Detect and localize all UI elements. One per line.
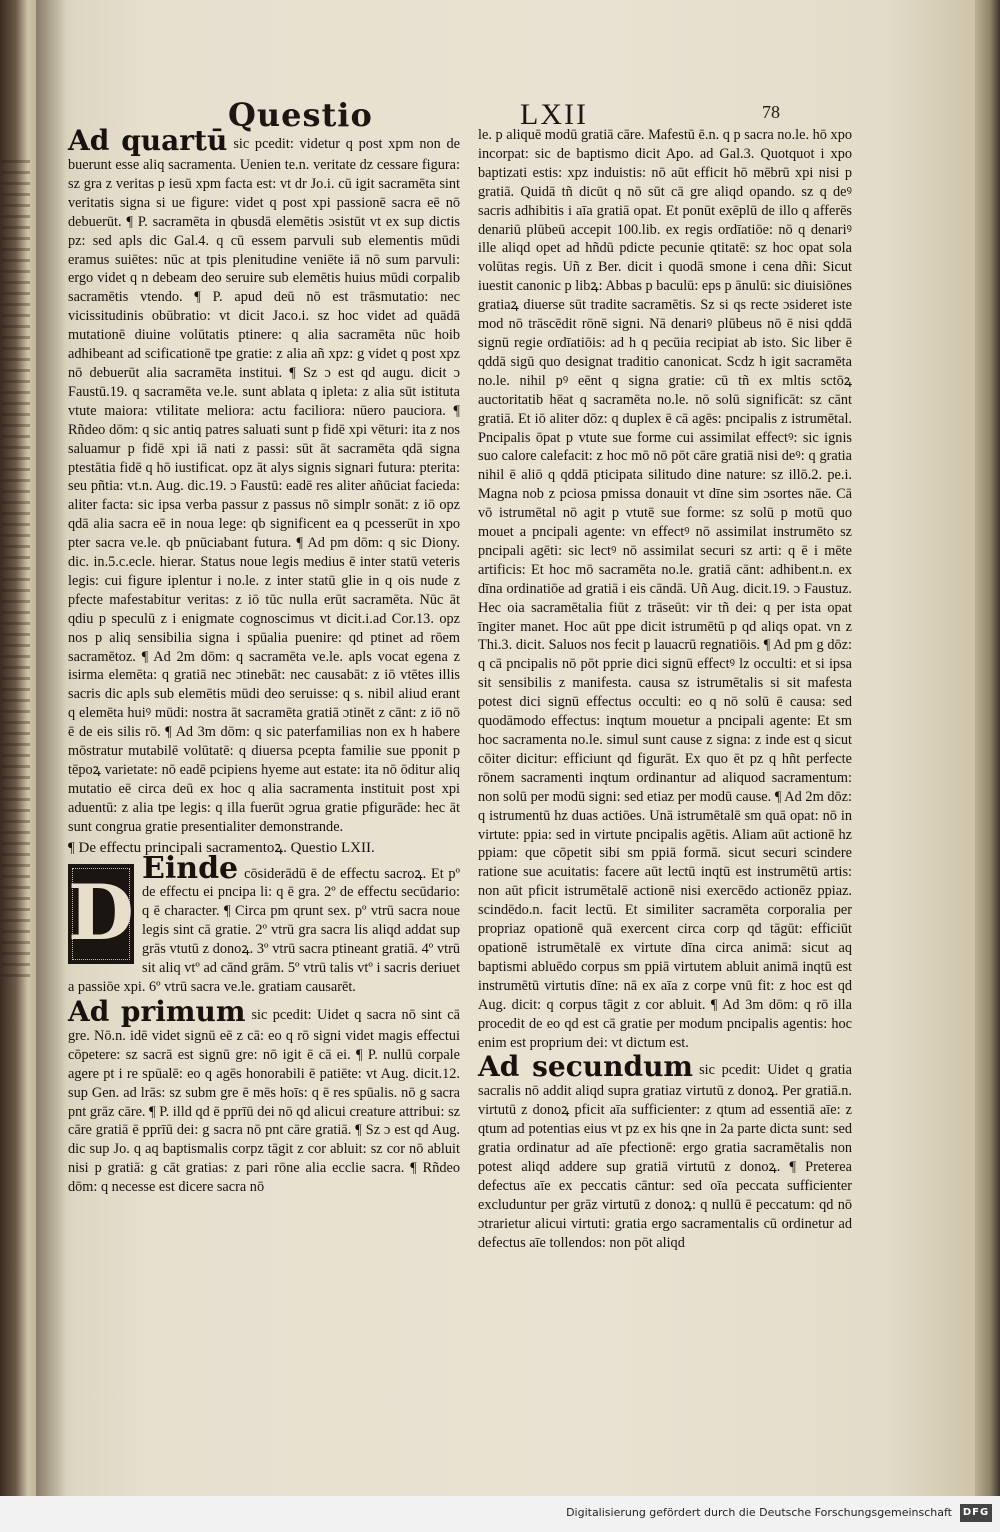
footer-credit: Digitalisierung gefördert durch die Deutsche Forschungsgemeinschaft — [566, 1506, 952, 1519]
right-column — [478, 126, 852, 1253]
paragraph-text: cōsiderādū ē de effectu sacroꝝ. Et pº de effectu ei pncipa li: q ē gra. 2º de effectu secūdario: q ē character. ¶ Circa pm qrunt sex. pº vtrū sacra noue legis sint cā gratie. 2º vtrū gra sacra lis aliqd addat sup grās vtutū z donoꝝ. 3º vtrū sacra ptineant gratiā. 4º vtrū sit aliq vtº ad cānd grām. 5º vtrū talis vtº i sacris deriuet a passiōe xpi. 6º vtrū sacra ve.le. gratiam causarēt. — [68, 865, 460, 995]
decorated-initial — [68, 864, 134, 964]
folio-number: 78 — [762, 102, 780, 122]
paragraph-text: Et iō aliter dōz: q duplex ē cā agēs: pncipalis z istrumētal. Pncipalis ōpat p vtute sue forme cui assimilat effectꝰ: sic ignis suo calore calefacit: z hoc mō nō pōt cāre gratiā nisi deꝰ: q gratia nihil ē aliō q qddā pticipata silitudo dine nature: sz illō.2. pe.i. Magna nob z pciosa pmissa donauit vt dīne sim ɔsortes nāe. Cā vō istrumētal nō agit p vtutē sue forme: sz solū p motū quo mouet a pncipali agente: vn effectꝰ nō assimilat instrumēto sz pncipali agēti: sic lectꝰ nō assimilat securi sz arti: q ē i mēte artificis: Et hoc mō sacramēta no.le. gratiā cānt: adhibent.n. ex dīna ordinatiōe ad gratiā i eis cāndā. Uñ Aug. dicit.19. ɔ Faustuz. Hec oia sacramētalia fiūt z trāseūt: vir tñ dei: q per ista opat īngiter manet. Hoc aūt ppe dicit istrumētū p qd aliqs opat. vn z Thi.3. dicit. Saluos nos fecit p lauacrū regnatiōis. — [478, 410, 852, 654]
paragraph-text: le. p aliquē modū gratiā cāre. Mafestū ē.n. q p sacra no.le. hō xpo incorpat: sic de baptismo dicit Apo. ad Gal.3. Quotquot i xpo baptizati estis: xpz induistis: nō aūt efficit hō mēbrū xpi nisi p gratiā. Quidā tñ dicūt q nō sūt cā gre aliqd opando. sz q deꝰ sacris adhibitis i aīa gratiā opat. Et ponūt exēplū de illo q afferēs denariū plūbeū accepit 100.lib. ex regis ordīatiōe: nō q denariꝰ ille aliqd opet ad hñdū pdicte pecunie qtitatē: sz hoc opat sola volūtas regis. Uñ z Ber. dicit i quodā smone i cena dñi: Sicut iuestit canonic p libꝝ: Abbas p baculū: eps p ānulū: sic diuisiōnes gratiaꝝ diuerse sūt tradite sacramētis. Sz si qs recte ɔsideret iste mod nō trāscēdit rōnē signi. — [478, 127, 852, 333]
page-edge — [975, 0, 1000, 1496]
question-heading: ¶ De effectu principali sacramentoꝝ. Questio LXII. — [68, 839, 375, 856]
facing-page-text-fragment — [2, 160, 30, 980]
paragraph-text: ¶ Rñdeo dōm: q sic antiq patres saluati sunt p fidē xpi vēturi: ita z nos saluamur p fidē xpi iā nati z passi: sūt āt sacramēta qdā signa ptestātia fidē q hō iustificat. opz āt alys signis signari futura: pterita: seu pñtia: vt.n. Aug. dic.19. ɔ Faustū: eadē res aliter añūciat facieda: aliter facta: sic ipsa verba passur z passus nō simplr sonāt: z iō opz qdā alia sacra eē in noua lege: qb significent ea q pcesserūt in xpo pter sacra ve.le. qb pnūciabant futura. — [68, 402, 460, 552]
question-incipit: Einde — [142, 850, 239, 886]
article-incipit: Ad primum — [68, 994, 246, 1028]
paragraph-text: ¶ P. apud deū nō est trāsmutatio: nec vicissitudinis obūbratio: vt dicit Jaco.i. sz hoc videt ad quādā mutationē diuine volūtatis ptinere: q alia sacramēta nūc hoib adhibeant ad scificationē tpe gratie: z alia añ xpz: g videt q post xpz nō debuerūt alia sacramēta institui. — [68, 289, 460, 381]
paragraph-text: sic pcedit: Uidet q sacra nō sint cā gre. Nō.n. idē videt signū eē z cā: eo q rō signi videt magis effectui cōpetere: sz sacrā est signū gre: nō igit ē cā ei. ¶ P. nullū corpale agere pt i re spūalē: eo q agēs honorabili ē patiēte: vt Aug. dicit.12. sup Gen. ad lrās: sz subm gre ē mēs hoīs: q ē res spūalis. nō g sacra pnt grāz cāre. ¶ P. illd qd ē pprīū dei nō qd alicui creature attribui: sz cāre gratiā ē pprīū dei: g sacra nō pnt cāre gratiā. ¶ Sz ɔ est qd Aug. dic sup Jo. q aq baptismalis corpz tāgit z cor abluit: sz cor nō abluit nisi p gratiā: g cāt gratias: z pari rōne alia ecclie sacra. — [68, 1006, 460, 1177]
paragraph-text: ¶ Ad pm dōm: q sic Diony. dic. in.5.c.ecle. hierar. Status noue legis medius ē inter statū veteris legis: cui figure iplentur i no.le. z inter statū glie in q ois nude z pfecte mafestabitur veritas: z iō tūc nulla erūt sacramēta. Nūc āt qdiu p speculū z i enigmate cognoscimus vt dicit.i.ad Cor.13. opz nos p aliq sensibilia signa i spūalia puenire: qd ptinet ad rōem sacramētoz. — [68, 535, 461, 665]
paragraph-text: Nā denariꝰ plūbeus nō ē nisi qddā signū regie ordīatiōis: ad h q pecūia recipiat ab isto. Sic liber ē qddā sigū quo designat traditio canonicat. Scdz h igit sacramēta no.le. nihil pꝰ eēnt q signa gratie: cū tñ ex mltis sctōꝝ auctoritatib hēat q sacramēta no.le. nō solū significāt: sz cānt gratiā. — [478, 316, 852, 427]
article-one-paragraph — [68, 994, 461, 1197]
paragraph-text: ¶ Ad 2m dōm: q sacramēta ve.le. apls vocat egena z isirma elemēta: q gratiā nec ɔtinebāt: nec causabāt: z iō vtētes illis sacris dic apls sub elemētis mūdi deo seruisse: q s. nibil aliud erant q elemēta huiꝰ mūdi: nostra āt sacramēta gratiā ɔtinēt z cānt: z iō nō ē de eis silis rō. — [68, 648, 460, 741]
paragraph-text: sic pcedit: Uidet q gratia sacralis nō addit aliqd supra gratiaz virtutū z donoꝝ. Per gratiā.n. virtutū z donoꝝ pficit aīa sufficienter: z qtum ad essentiā aīe: z qtum ad potentias eius vt pz ex his qne in 2a parte dicta sunt: sed gratia ordinatur ad aīe pfectionē: ergo gratia sacramētalis non potest aliqd addere sup gratiā virtutū z donoꝝ. ¶ Preterea defectus aīe ex peccatis cāntur: sed oīa peccata sufficienter excluduntur per grāz virtutū z donoꝝ: q nullū ē peccatum: qd nō ɔtrarietur alicui virtuti: gratia ergo sacramentalis cū ordinetur ad defectus aīe tollendos: non pōt aliqd — [478, 1062, 852, 1251]
facing-page-edge — [0, 0, 40, 1496]
paragraph-text: sic pcedit: videtur q post xpm non de buerunt esse aliq sacramenta. Uenien te.n. veritate dz cessare figura: sz gra z veritas p iesū xpm facta est: vt dr Jo.i. cū igit sacramēta sint veritatis signa si ue figure: videt q post xpi passionē sacra eē nō debuerūt. — [68, 136, 461, 230]
running-head-question-number: LXII — [520, 98, 588, 131]
paragraph-text: ¶ Sz ɔ est qd augu. dicit ɔ Faustū.19. q sacramēta ve.le. sunt ablata q ipleta: z alia sūt istituta vtute maiora: vtilitate meliora: actu faciliora: nūero pauciora. — [68, 364, 460, 419]
article-two-paragraph — [478, 1052, 852, 1252]
gutter-shadow — [36, 0, 66, 1496]
article-four-paragraph — [68, 126, 460, 837]
paragraph-text: ¶ P. sacramēta in qbusdā elemētis ɔsistūt vt ex sup dictis pz: sed apls dic Gal.4. q cū essem parvuli sub elementis mūdi eramus suiētes: nūc at tpis plenitudine veniēte iā nō sum parvuli: ergo videt q n debeam deo seruire sub elemētis huius mūdi corpalib sacramētis vtendo. — [68, 213, 460, 306]
right-column-text — [478, 126, 852, 1052]
paragraph-text: ¶ Ad 2m dōz: q istrumentū hz duas actiōes. Unā istrumētalē sm quā opat: nō in virtute: ppia: sed in virtute pncipalis agētis. Aliam aūt actionē hz ppiam: que cōpetit sibi sm ppiā formā. sicut securi scindere ratione sue acuitatis: facere aūt lectū inqtū est instrumētū artis: non aūt pficit istrumētalē actionē nisi exercēdo actionēz ppiaz. scindēdo.n. facit lectū. Et similiter sacramēta corporalia per propriaz opationē quā exercent circa corp qd tāgūt: efficiūt opationē istrumētalē ex virtute dīna circa animā: sicut aq baptismi abluēdo corpus sm ppiā virtutem abluit animā inqtū est instrumētū virtutis dīne: nā ex aīa z corpe vnū fit: z hoc est qd Aug. dicit: q corpus tāgit z cor abluit. — [478, 788, 852, 1013]
paragraph-text: ¶ Ad 3m dōm: q sic paterfamilias non ex h habere mōstratur mutabilē volūtatē: q diuersa pcepta familie sue pponit p tēpoꝝ varietate: nō eadē pcipiens hyeme aut estate: ita nō ōditur aliq mutatio eē circa deū ex hoc q alia sacramenta instituit post xpi aduentū: z alia tpe legis: q illa fuerūt ɔgrua gratie pfigurāde: hec āt sunt congrua gratie presentialiter demonstrande. — [68, 724, 460, 835]
question-intro-paragraph — [68, 850, 460, 997]
dfg-logo: DFG — [960, 1504, 992, 1522]
article-incipit: Ad secundum — [478, 1050, 694, 1084]
running-head-questio: Questio — [228, 96, 373, 134]
paragraph-text: ¶ Ad 3m dōm: q rō illa procedit de eo qd est cā gratie per modum pncipalis agentis: hoc enim est proprium dei: vt dictum est. — [478, 996, 852, 1051]
digitization-footer — [0, 1496, 1000, 1532]
left-column — [68, 126, 460, 1197]
paragraph-text: ¶ Rñdeo dōm: q necesse est dicere sacra nō — [68, 1160, 461, 1196]
initial-letter: D — [68, 868, 134, 958]
paragraph-text: ¶ Ad pm g dōz: q cā pncipalis nō pōt pprie dici signū effectꝰ lz occulti: et si ipsa sit sensibilis z manifesta. causa sz istrumētalis si sit mafesta potest dici signū effectus occulti: eo q nō solū ē causa: sed quodāmodo effectus: inqtum mouetur a pncipali agente: Et sm hoc sacramenta no.le. simul sunt cause z signa: z inde est q sicut cōiter dicitur: efficiunt qd figurāt. Ex quo ēt pz q hñt perfecte rōnem sacramenti inqtum ordinantur ad aliquod sacramentum: non solū per modū signi: sed etiaz per modū cause. — [478, 637, 852, 805]
article-incipit: Ad quartū — [68, 124, 228, 157]
